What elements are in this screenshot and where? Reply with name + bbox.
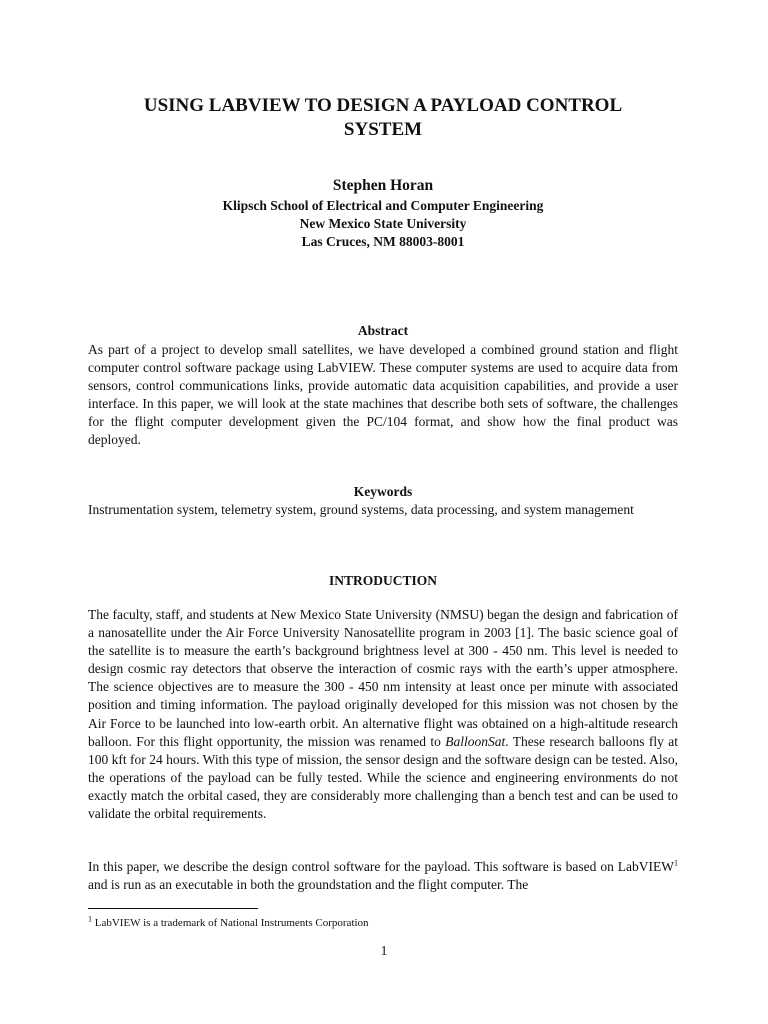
footnote-text: LabVIEW is a trademark of National Instruments Corporation [92,917,369,929]
introduction-paragraph-2 [88,858,678,894]
page-number: 1 [380,943,388,958]
title-line-1: USING LABVIEW TO DESIGN A PAYLOAD CONTROL [143,95,623,116]
title-line-2: SYSTEM [343,119,423,140]
footnote-reference: 1 [674,858,678,868]
affiliation-address: Las Cruces, NM 88003-8001 [301,234,465,249]
introduction-paragraph-1 [88,606,678,823]
keywords-heading: Keywords [353,484,413,499]
footnote-divider [88,908,258,909]
footnote [88,916,678,930]
author-affiliation [88,197,678,251]
abstract-heading: Abstract [357,323,409,338]
intro-p1-text-b: . These research balloons fly at 100 kft for 24 hours. With this type of mission, the sensor design and the software design can be tested. Also, the operations of the payload can be fully tested. While the science and engineering environments do not exactly match the orbital cased, they are considerably more challenging than a bench test and can be used to validate the orbital requirements. [88,733,678,822]
author-name: Stephen Horan [332,177,434,194]
keywords-text: Instrumentation system, telemetry system, ground systems, data processing, and system management [88,502,634,517]
intro-p2-text-b: and is run as an executable in both the groundstation and the flight computer. The [88,877,529,893]
introduction-heading: INTRODUCTION [328,573,437,588]
intro-p1-text-a: The faculty, staff, and students at New Mexico State University (NMSU) began the design and fabrication of a nanosatellite under the Air Force University Nanosatellite program in 2003 [1]. The basic science goal of the satellite is to measure the earth’s background brightness level at 300 - 450 nm. This level is needed to design cosmic ray detectors that observe the interaction of cosmic rays with the earth’s upper atmosphere. The science objectives are to measure the 300 - 450 nm intensity at least once per minute with associated position and timing information. The payload originally developed for this mission was not chosen by the Air Force to be launched into low-earth orbit. An alternative flight was obtained on a high-altitude research balloon. For this flight opportunity, the mission was renamed to [88,607,678,749]
affiliation-university: New Mexico State University [299,216,467,231]
intro-p2-text-a: In this paper, we describe the design control software for the payload. This software is based on LabVIEW [88,859,674,874]
intro-p1-balloonsat: BalloonSat [445,733,506,749]
affiliation-school: Klipsch School of Electrical and Computer Engineering [222,198,544,213]
paper-title [88,94,678,142]
footnote-marker: 1 [88,914,92,924]
abstract-text: As part of a project to develop small satellites, we have developed a combined ground station and flight computer control software package using LabVIEW. These computer systems are used to acquire data from sensors, control communications links, provide automatic data acquisition capabilities, and provide a user interface. In this paper, we will look at the state machines that describe both sets of software, the challenges for the flight computer development given the PC/104 format, and show how the final product was deployed. [88,342,678,448]
